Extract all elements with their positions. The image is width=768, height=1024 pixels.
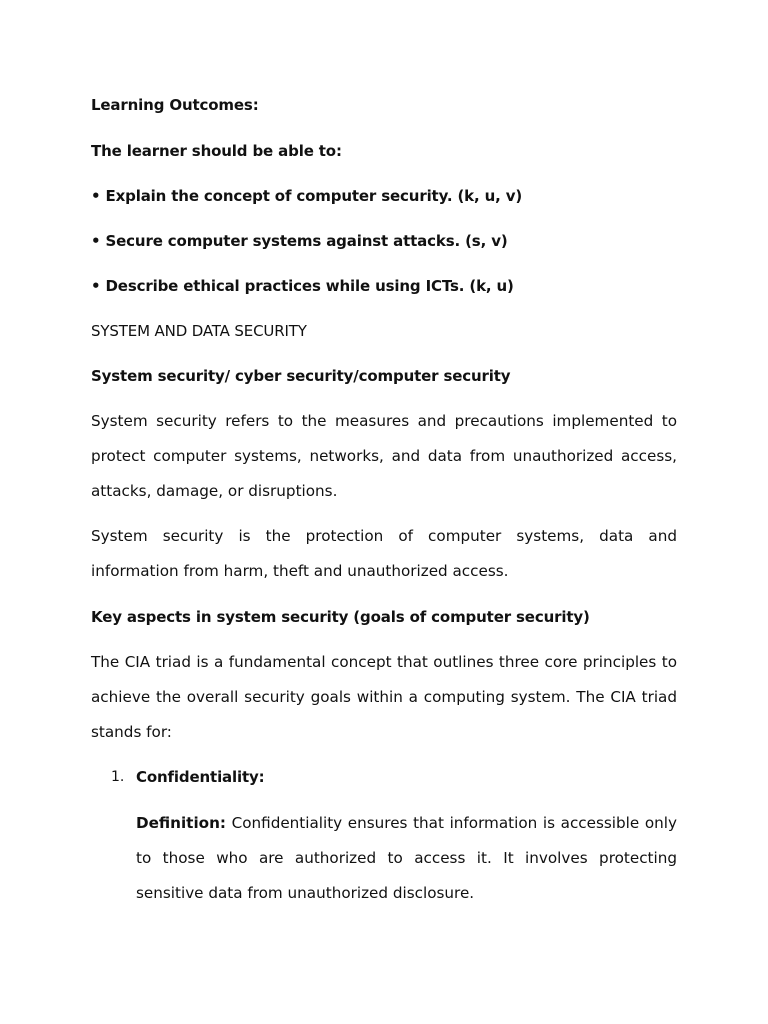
- definition-text: Confidentiality ensures that information is accessible only to those who are authorized to access it. It involves protecting sensitive data from unauthorized disclosure.: [136, 814, 677, 902]
- paragraph-system-security-protection: System security is the protection of computer systems, data and information from harm, theft and unauthorized access.: [91, 527, 677, 580]
- learning-outcomes-heading: Learning Outcomes:: [91, 96, 259, 114]
- outcome-item: • Describe ethical practices while using ICTs. (k, u): [91, 277, 514, 295]
- learner-intro: The learner should be able to:: [91, 142, 342, 160]
- outcome-item: • Explain the concept of computer security. (k, u, v): [91, 187, 523, 205]
- outcome-item: • Secure computer systems against attacks. (s, v): [91, 232, 508, 250]
- paragraph-system-security-definition: System security refers to the measures and precautions implemented to protect computer systems, networks, and data from unauthorized access, attacks, damage, or disruptions.: [91, 412, 677, 500]
- list-number: 1.: [111, 769, 125, 785]
- paragraph-cia-triad: The CIA triad is a fundamental concept that outlines three core principles to achieve the overall security goals within a computing system. The CIA triad stands for:: [91, 653, 677, 741]
- definition-term: Definition:: [136, 814, 226, 832]
- list-item-label: Confidentiality:: [136, 768, 265, 786]
- subsection-title: System security/ cyber security/computer security: [91, 367, 511, 385]
- key-aspects-heading: Key aspects in system security (goals of computer security): [91, 608, 590, 626]
- confidentiality-definition: [136, 806, 677, 911]
- section-title: SYSTEM AND DATA SECURITY: [91, 322, 307, 340]
